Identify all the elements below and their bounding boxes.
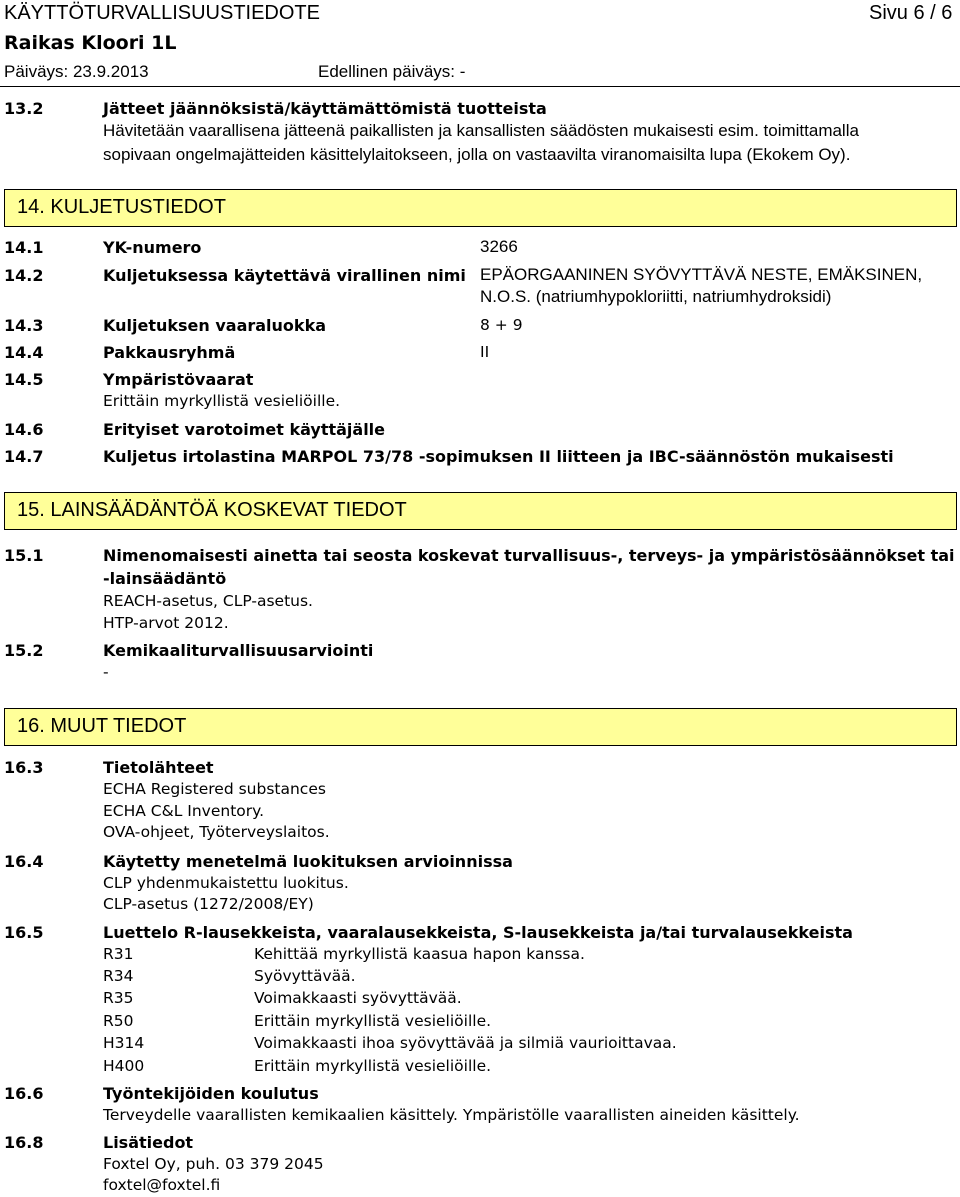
row-16-8-number: 16.8 [4, 1133, 44, 1152]
row-14-5-number: 14.5 [4, 370, 44, 389]
phrase-text: Kehittää myrkyllistä kaasua hapon kanssa. [254, 945, 585, 963]
phrase-code: H400 [103, 1057, 145, 1075]
row-15-2-label: Kemikaaliturvallisuusarviointi [103, 641, 374, 660]
section-16-title: 16. MUUT TIEDOT [17, 715, 187, 737]
section-13-2-number: 13.2 [4, 99, 44, 118]
packing-group-value: II [480, 343, 490, 361]
regulation-text-1: REACH-asetus, CLP-asetus. [103, 592, 313, 610]
phrase-code: R50 [103, 1012, 134, 1030]
previous-date: Edellinen päiväys: - [318, 62, 466, 81]
row-16-3-label: Tietolähteet [103, 758, 214, 777]
classification-method-line: CLP-asetus (1272/2008/EY) [103, 895, 314, 913]
row-15-1-label-line1: Nimenomaisesti ainetta tai seosta koskevat turvallisuus-, terveys- ja ympäristösäännökset tai [103, 546, 955, 565]
row-16-3-number: 16.3 [4, 758, 44, 777]
row-16-5-number: 16.5 [4, 923, 44, 942]
row-14-5-label: Ympäristövaarat [103, 370, 254, 389]
row-14-1-label: YK-numero [103, 238, 202, 257]
row-14-6-label: Erityiset varotoimet käyttäjälle [103, 420, 386, 439]
section-16-bar [4, 708, 957, 746]
section-15-bar [4, 492, 957, 530]
row-15-1-label-line2: -lainsäädäntö [103, 569, 227, 588]
section-13-2-text-line2: sopivaan ongelmajätteiden käsittelylaitokseen, jolla on vastaavilta viranomaisilta lupa (Ekokem Oy). [103, 145, 851, 164]
phrase-text: Erittäin myrkyllistä vesieliöille. [254, 1012, 492, 1030]
contact-phone: Foxtel Oy, puh. 03 379 2045 [103, 1155, 324, 1173]
row-16-8-label: Lisätiedot [103, 1133, 194, 1152]
row-14-7-label: Kuljetus irtolastina MARPOL 73/78 -sopimuksen II liitteen ja IBC-säännöstön mukaisesti [103, 447, 894, 466]
row-14-3-label: Kuljetuksen vaaraluokka [103, 316, 326, 335]
hazard-class-value: 8 + 9 [480, 316, 523, 334]
row-14-7-number: 14.7 [4, 447, 44, 466]
training-text: Terveydelle vaarallisten kemikaalien käsittely. Ympäristölle vaarallisten aineiden käsittely. [103, 1106, 800, 1124]
row-16-5-label: Luettelo R-lausekkeista, vaaralausekkeista, S-lausekkeista ja/tai turvalausekkeista [103, 923, 853, 942]
row-16-4-label: Käytetty menetelmä luokituksen arvioinnissa [103, 852, 513, 871]
row-14-4-label: Pakkausryhmä [103, 343, 236, 362]
section-15-title: 15. LAINSÄÄDÄNTÖÄ KOSKEVAT TIEDOT [17, 499, 407, 521]
row-16-6-label: Työntekijöiden koulutus [103, 1084, 319, 1103]
phrase-text: Voimakkaasti syövyttävää. [254, 989, 462, 1007]
classification-method-line: CLP yhdenmukaistettu luokitus. [103, 874, 349, 892]
phrase-code: R35 [103, 989, 134, 1007]
section-13-2-text-line1: Hävitetään vaarallisena jätteenä paikallisten ja kansallisten säädösten mukaisesti esim. toimittamalla [103, 121, 859, 140]
row-14-2-label: Kuljetuksessa käytettävä virallinen nimi [103, 266, 466, 285]
phrase-text: Voimakkaasti ihoa syövyttävää ja silmiä vaurioittavaa. [254, 1034, 677, 1052]
doc-type: KÄYTTÖTURVALLISUUSTIEDOTE [4, 2, 320, 24]
section-13-2-title: Jätteet jäännöksistä/käyttämättömistä tuotteista [103, 99, 547, 118]
section-14-title: 14. KULJETUSTIEDOT [17, 196, 226, 218]
shipping-name-line1: EPÄORGAANINEN SYÖVYTTÄVÄ NESTE, EMÄKSINEN, [480, 265, 923, 284]
source-line: OVA-ohjeet, Työterveyslaitos. [103, 823, 330, 841]
source-line: ECHA C&L Inventory. [103, 802, 265, 820]
date: Päiväys: 23.9.2013 [4, 62, 149, 81]
phrase-code: H314 [103, 1034, 145, 1052]
section-14-bar [4, 189, 957, 227]
contact-email: foxtel@foxtel.fi [103, 1176, 221, 1194]
row-15-1-number: 15.1 [4, 546, 44, 565]
row-15-2-number: 15.2 [4, 641, 44, 660]
row-16-4-number: 16.4 [4, 852, 44, 871]
source-line: ECHA Registered substances [103, 780, 326, 798]
row-14-4-number: 14.4 [4, 343, 44, 362]
row-14-6-number: 14.6 [4, 420, 44, 439]
header-divider [0, 86, 960, 87]
phrase-code: R31 [103, 945, 134, 963]
row-14-1-number: 14.1 [4, 238, 44, 257]
phrase-text: Erittäin myrkyllistä vesieliöille. [254, 1057, 492, 1075]
shipping-name-line2: N.O.S. (natriumhypokloriitti, natriumhydroksidi) [480, 287, 832, 306]
phrase-code: R34 [103, 967, 134, 985]
row-16-6-number: 16.6 [4, 1084, 44, 1103]
environmental-hazard-text: Erittäin myrkyllistä vesieliöille. [103, 392, 341, 410]
row-14-3-number: 14.3 [4, 316, 44, 335]
page-number: Sivu 6 / 6 [869, 2, 953, 24]
row-14-2-number: 14.2 [4, 266, 44, 285]
regulation-text-2: HTP-arvot 2012. [103, 614, 229, 632]
un-number-value: 3266 [480, 237, 518, 256]
phrase-text: Syövyttävää. [254, 967, 356, 985]
chemical-safety-assessment-text: - [103, 663, 109, 681]
product-name: Raikas Kloori 1L [4, 32, 177, 54]
